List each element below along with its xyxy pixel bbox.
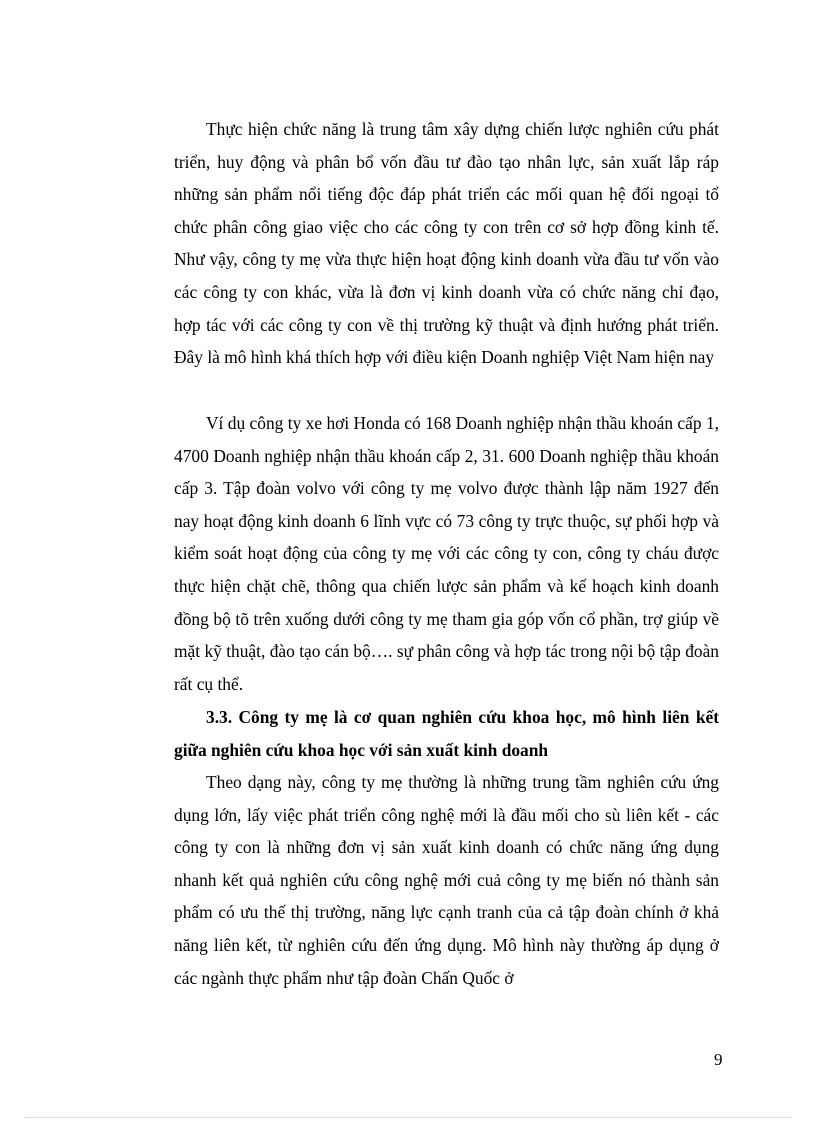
- paragraph-holding-company-functions: [174, 113, 719, 374]
- page-number: 9: [714, 1050, 723, 1069]
- paragraph-research-model: [174, 766, 719, 994]
- page-bottom-divider: [24, 1117, 792, 1118]
- section-heading: 3.3. Công ty mẹ là cơ quan nghiên cứu khoa học, mô hình liên kết giữa nghiên cứu khoa học với sản xuất kinh doanh: [174, 707, 719, 760]
- paragraph-honda-volvo-example: [174, 407, 719, 700]
- paragraph-text: Ví dụ công ty xe hơi Honda có 168 Doanh nghiệp nhận thầu khoán cấp 1, 4700 Doanh nghiệp nhận thầu khoán cấp 2, 31. 600 Doanh nghiệp thầu khoán cấp 3. Tập đoàn volvo với công ty mẹ volvo được thành lập năm 1927 đến nay hoạt động kinh doanh 6 lĩnh vực có 73 công ty trực thuộc, sự phối hợp và kiểm soát hoạt động của công ty mẹ với các công ty con, công ty cháu được thực hiện chặt chẽ, thông qua chiến lược sản phẩm và kế hoạch kinh doanh đồng bộ tõ trên xuống dưới công ty mẹ tham gia góp vốn cổ phần, trợ giúp về mặt kỹ thuật, đào tạo cán bộ…. sự phân công và hợp tác trong nội bộ tập đoàn rất cụ thể.: [174, 413, 719, 694]
- paragraph-text: Theo dạng này, công ty mẹ thường là những trung tầm nghiên cứu ứng dụng lớn, lấy việc phát triển công nghệ mới là đầu mối cho sù liên kết - các công ty con là những đơn vị sản xuất kinh doanh có chức năng ứng dụng nhanh kết quả nghiên cứu công nghệ mới cuả công ty mẹ biến nó thành sản phẩm có ưu thế thị trường, năng lực cạnh tranh của cả tập đoàn chính ở khả năng liên kết, từ nghiên cứu đến ứng dụng. Mô hình này thường áp dụng ở các ngành thực phẩm như tập đoàn Chấn Quốc ở: [174, 772, 719, 988]
- paragraph-text: Thực hiện chức năng là trung tâm xây dựng chiến lược nghiên cứu phát triển, huy động và phân bổ vốn đầu tư đào tạo nhân lực, sản xuất lắp ráp những sản phẩm nổi tiếng độc đáp phát triển các mối quan hệ đối ngoại tổ chức phân công giao việc cho các công ty con trên cơ sở hợp đồng kinh tế. Như vậy, công ty mẹ vừa thực hiện hoạt động kinh doanh vừa đầu tư vốn vào các công ty con khác, vừa là đơn vị kinh doanh vừa có chức năng chỉ đạo, hợp tác với các công ty con về thị trường kỹ thuật và định hướng phát triển. Đây là mô hình khá thích hợp với điều kiện Doanh nghiệp Việt Nam hiện nay: [174, 119, 719, 368]
